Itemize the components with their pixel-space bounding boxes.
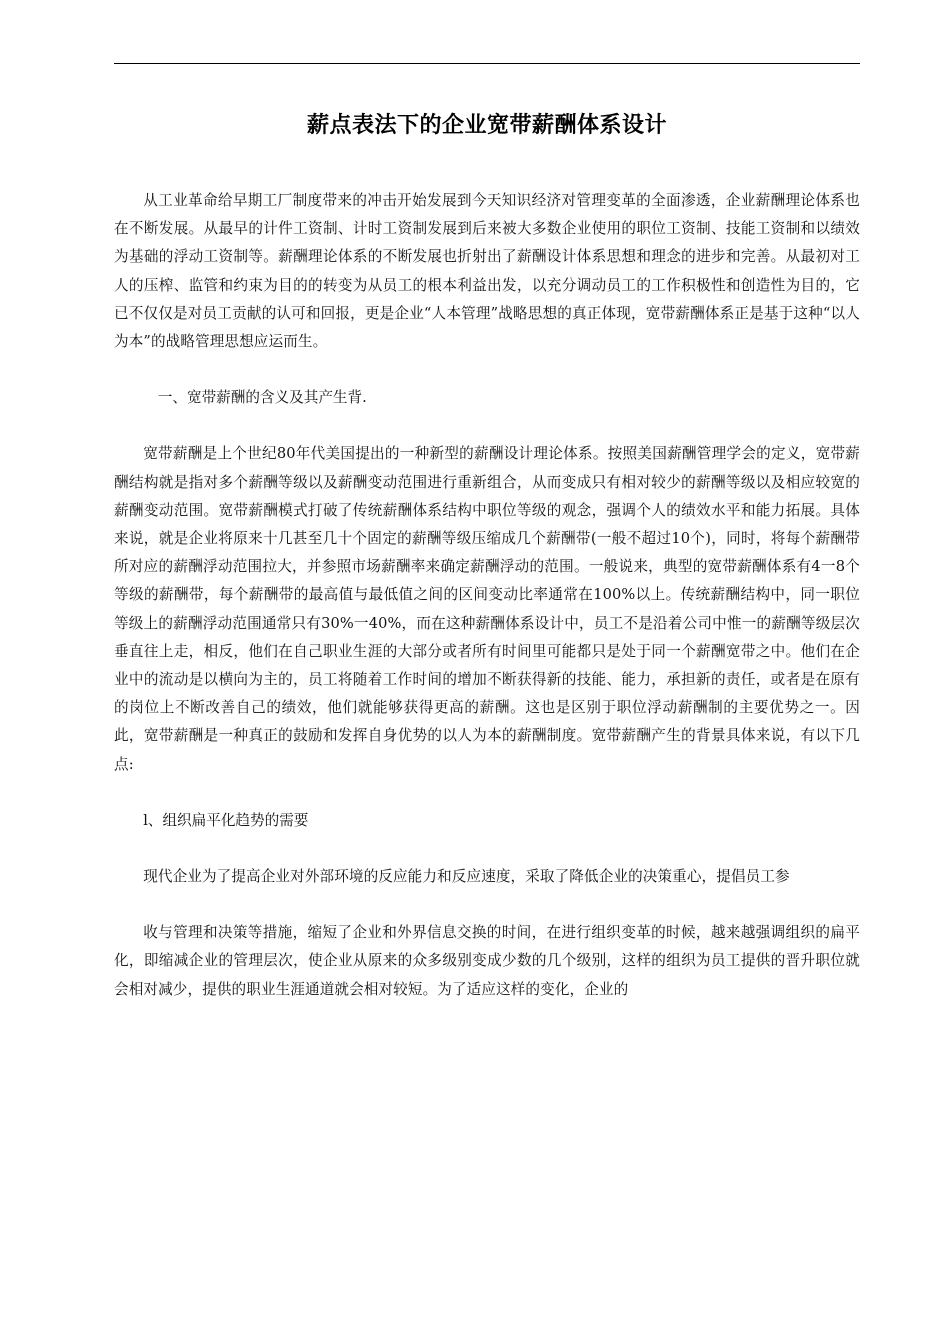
paragraph-gap xyxy=(114,779,860,807)
paragraph-gap xyxy=(114,412,860,440)
section-1-paragraph: 宽带薪酬是上个世纪80年代美国提出的一种新型的薪酬设计理论体系。按照美国薪酬管理学会的定义，宽带薪酬结构就是指对多个薪酬等级以及薪酬变动范围进行重新组合，从而变成只有相对较少的薪酬等级以及相应较宽的薪酬变动范围。宽带薪酬模式打破了传统薪酬体系结构中职位等级的观念，强调个人的绩效水平和能力拓展。具体来说，就是企业将原来十几甚至几十个固定的薪酬等级压缩成几个薪酬带(一般不超过10个)，同时，将每个薪酬带所对应的薪酬浮动范围拉大，并参照市场薪酬率来确定薪酬浮动的范围。一般说来，典型的宽带薪酬体系有4一8个等级的薪酬带，每个薪酬带的最高值与最低值之间的区间变动比率通常在100%以上。传统薪酬结构中，同一职位等级上的薪酬浮动范围通常只有30%一40%，而在这种薪酬体系设计中，员工不是沿着公司中惟一的薪酬等级层次垂直往上走，相反，他们在自己职业生涯的大部分或者所有时间里可能都只是处于同一个薪酬宽带之中。他们在企业中的流动是以横向为主的，员工将随着工作时间的增加不断获得新的技能、能力，承担新的责任，或者是在原有的岗位上不断改善自己的绩效，他们就能够获得更高的薪酬。这也是区别于职位浮动薪酬制的主要优势之一。因此，宽带薪酬是一种真正的鼓励和发挥自身优势的以人为本的薪酬制度。宽带薪酬产生的背景具体来说，有以下几点: xyxy=(114,445,860,773)
header-rule xyxy=(114,63,860,64)
paragraph-gap xyxy=(114,835,860,863)
subsection-1-paragraph-a: 现代企业为了提高企业对外部环境的反应能力和反应速度，采取了降低企业的决策重心，提倡员工参 xyxy=(143,868,790,886)
intro-paragraph: 从工业革命给早期工厂制度带来的冲击开始发展到今天知识经济对管理变革的全面渗透，企业薪酬理论体系也在不断发展。从最早的计件工资制、计时工资制发展到后来被大多数企业使用的职位工资制、技能工资制和以绩效为基础的浮动工资制等。薪酬理论体系的不断发展也折射出了薪酬设计体系思想和理念的进步和完善。从最初对工人的压榨、监管和约束为目的的转变为从员工的根本利益出发，以充分调动员工的工作积极性和创造性为目的，它已不仅仅是对员工贡献的认可和回报，更是企业“人本管理”战略思想的真正体现，宽带薪酬体系正是基于这种“以人为本”的战略管理思想应运而生。 xyxy=(114,192,860,351)
document-body xyxy=(114,187,860,1004)
paragraph-gap xyxy=(114,891,860,919)
section-heading-1: 一、宽带薪酬的含义及其产生背. xyxy=(157,389,367,407)
subsection-heading-1: l、组织扁平化趋势的需要 xyxy=(143,811,309,829)
paragraph-gap xyxy=(114,356,860,384)
subsection-1-paragraph-b: 收与管理和决策等措施，缩短了企业和外界信息交换的时间，在进行组织变革的时候，越来越强调组织的扁平化，即缩减企业的管理层次，使企业从原来的众多级别变成少数的几个级别，这样的组织为员工提供的晋升职位就会相对减少，提供的职业生涯通道就会相对较短。为了适应这样的变化，企业的 xyxy=(114,924,860,998)
document-title: 薪点表法下的企业宽带薪酬体系设计 xyxy=(306,113,667,138)
